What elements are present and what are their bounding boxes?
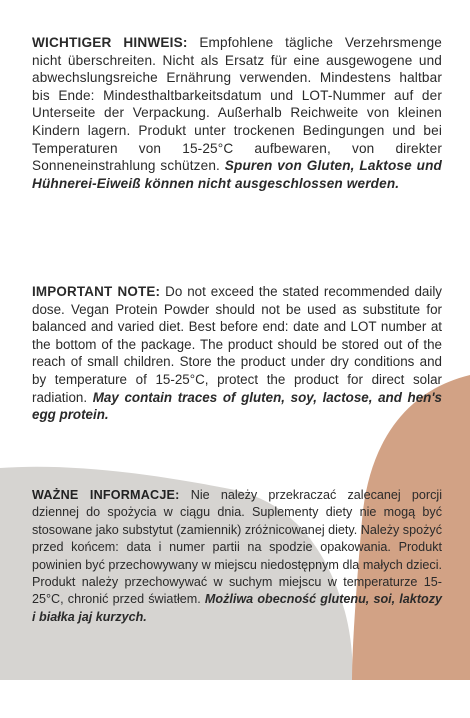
english-notice-heading: IMPORTANT NOTE: bbox=[32, 284, 161, 299]
german-notice-heading: WICHTIGER HINWEIS: bbox=[32, 35, 188, 50]
polish-notice-body: Nie należy przekraczać zalecanej porcji dziennej do spożycia w ciągu dnia. Suplementy diety nie mogą być stosowane jako substytut (zamiennik) zróżnicowanej diety. Należy spożyć przed końcem: data i numer partii na spodzie opakowania. Produkt powinien być przechowywany w miejscu niedostępnym dla małych dzieci. Produkt należy przechowywać w suchym miejscu w temperaturze 15-25°C, chronić przed światłem. bbox=[32, 488, 442, 607]
polish-allergen-warning: Możliwa obecność glutenu, soi, laktozy i białka jaj kurzych. bbox=[32, 592, 443, 624]
english-notice-body: Do not exceed the stated recommended daily dose. Vegan Protein Powder should not be used as substitute for balanced and varied diet. Best before end: date and LOT number at the bottom of the package. The product should be stored out of the reach of small children. Store the product under dry conditions and by temperature of 15-25°C, protect the product for direct solar radiation. bbox=[32, 284, 442, 405]
english-allergen-warning: May contain traces of gluten, soy, lactose, and hen's egg protein. bbox=[32, 389, 442, 423]
german-notice bbox=[32, 34, 442, 192]
polish-notice bbox=[32, 487, 442, 626]
polish-notice-heading: WAŻNE INFORMACJE: bbox=[32, 488, 180, 502]
english-notice bbox=[32, 283, 442, 424]
german-notice-body: Empfohlene tägliche Verzehrsmenge nicht überschreiten. Nicht als Ersatz für eine ausgewogene und abwechslungsreiche Ernährung verwenden. Mindestens haltbar bis Ende: Mindesthaltbarkeitsdatum und LOT-Nummer auf der Unterseite der Verpackung. Außerhalb Reichweite von kleinen Kindern lagern. Produkt unter trockenen Bedingungen und bei Temperaturen von 15-25°C aufbewaren, von direkter Sonneneinstrahlung schützen. bbox=[32, 35, 442, 174]
german-allergen-warning: Spuren von Gluten, Laktose und Hühnerei-Eiweiß können nicht ausgeschlossen werden. bbox=[32, 158, 442, 191]
